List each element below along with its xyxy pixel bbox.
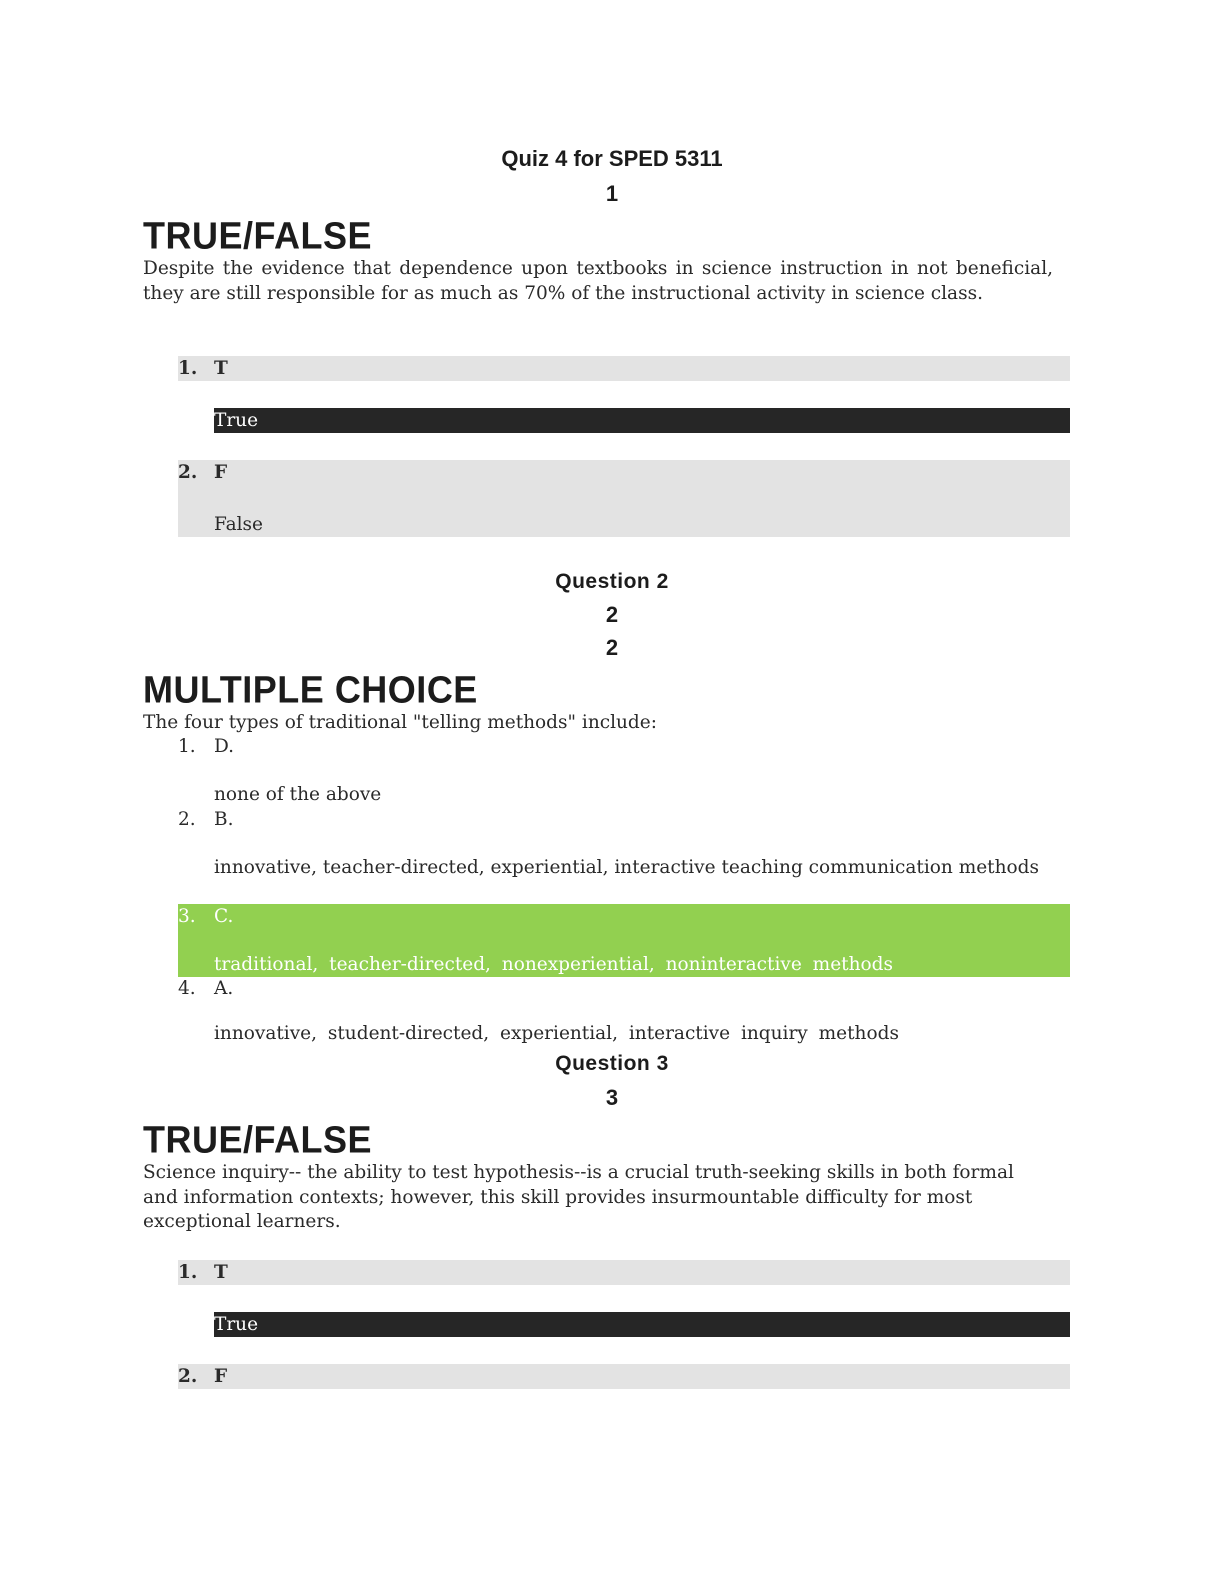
question-type: TRUE/FALSE xyxy=(143,1118,373,1162)
option-answer: traditional, teacher-directed, nonexperiential, noninteractive methods xyxy=(214,954,893,975)
option-number: 2. xyxy=(178,1366,198,1387)
option-number: 1. xyxy=(178,736,196,757)
question-number: 2 xyxy=(605,635,619,660)
question-text: Despite the evidence that dependence upon textbooks in science instruction in not beneficial, they are still responsible for as much as 70% of the instructional activity in science class. xyxy=(143,258,1053,304)
option-letter: F xyxy=(214,462,228,483)
option-letter[interactable]: D. xyxy=(214,736,235,757)
option-band[interactable] xyxy=(178,1260,1070,1285)
question-type: TRUE/FALSE xyxy=(143,214,373,258)
option-answer[interactable]: none of the above xyxy=(214,784,382,805)
option-letter: C. xyxy=(214,906,234,927)
option-answer: False xyxy=(214,514,263,535)
option-letter: T xyxy=(214,358,228,379)
option-number: 2. xyxy=(178,462,198,483)
question-number: 2 xyxy=(605,602,619,627)
option-number: 3. xyxy=(178,906,196,927)
option-answer: True xyxy=(214,410,259,431)
question-type: MULTIPLE CHOICE xyxy=(143,668,478,712)
option-letter[interactable]: A. xyxy=(214,978,234,999)
option-number: 4. xyxy=(178,978,196,999)
page-title: Quiz 4 for SPED 5311 xyxy=(501,146,723,171)
option-answer[interactable]: innovative, student-directed, experiential, interactive inquiry methods xyxy=(214,1023,899,1044)
question-number: 1 xyxy=(605,181,619,206)
question-label: Question 3 xyxy=(555,1052,669,1075)
option-band[interactable] xyxy=(178,1364,1070,1389)
option-answer: True xyxy=(214,1314,259,1335)
option-letter[interactable]: B. xyxy=(214,809,234,830)
option-number: 1. xyxy=(178,358,198,379)
option-number: 2. xyxy=(178,809,196,830)
question-text: The four types of traditional "telling methods" include: xyxy=(143,712,657,733)
option-letter: F xyxy=(214,1366,228,1387)
question-number: 3 xyxy=(605,1085,619,1110)
option-band[interactable] xyxy=(178,356,1070,381)
question-text: Science inquiry-- the ability to test hypothesis--is a crucial truth-seeking skills in both formal and information contexts; however, this skill provides insurmountable difficulty for most exceptional learners. xyxy=(143,1162,1014,1232)
option-letter: T xyxy=(214,1262,228,1283)
question-label: Question 2 xyxy=(555,570,669,593)
option-number: 1. xyxy=(178,1262,198,1283)
option-answer[interactable]: innovative, teacher-directed, experiential, interactive teaching communication methods xyxy=(214,857,1040,878)
